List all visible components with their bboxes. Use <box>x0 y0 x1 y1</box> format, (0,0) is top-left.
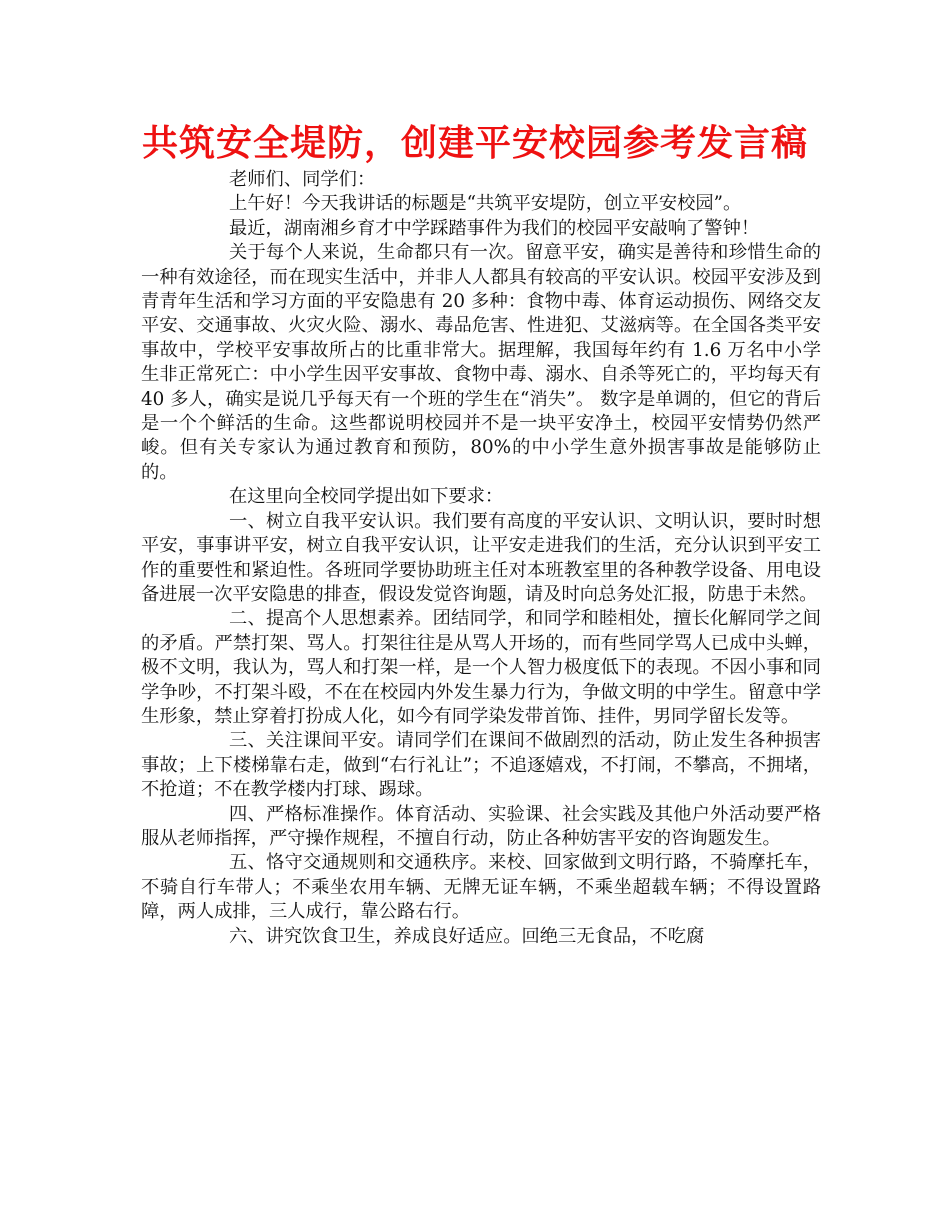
document-body <box>141 168 821 949</box>
paragraph-requirement-5: 五、恪守交通规则和交通秩序。来校、回家做到文明行路，不骑摩托车，不骑自行车带人；不乘坐农用车辆、无牌无证车辆，不乘坐超载车辆；不得设置路障，两人成排，三人成行，靠公路右行。 <box>141 852 821 923</box>
paragraph-requirement-6: 六、讲究饮食卫生，养成良好适应。回绝三无食品，不吃腐 <box>229 925 705 947</box>
paragraph-requirement-2: 二、提高个人思想素养。团结同学，和同学和睦相处，擅长化解同学之间的矛盾。严禁打架、骂人。打架往往是从骂人开场的，而有些同学骂人已成中头蝉，极不文明，我认为，骂人和打架一样，是一个人智力极度低下的表现。不因小事和同学争吵，不打架斗殴，不在在校园内外发生暴力行为，争做文明的中学生。留意中学生形象，禁止穿着打扮成人化，如今有同学染发带首饰、挂件，男同学留长发等。 <box>141 608 821 727</box>
paragraph-requirement-1: 一、树立自我平安认识。我们要有高度的平安认识、文明认识，要时时想平安，事事讲平安，树立自我平安认识，让平安走进我们的生活，充分认识到平安工作的重要性和紧迫性。各班同学要协助班主任对本班教室里的各种教学设备、用电设备进展一次平安隐患的排查，假设发觉咨询题，请及时向总务处汇报，防患于未然。 <box>141 510 821 605</box>
paragraph-greeting: 老师们、同学们： <box>229 169 376 190</box>
paragraph-requirement-3: 三、关注课间平安。请同学们在课间不做剧烈的活动，防止发生各种损害事故；上下楼梯靠右走，做到“右行礼让”；不追逐嬉戏，不打闹，不攀高，不拥堵，不抢道；不在教学楼内打球、踢球。 <box>141 730 821 801</box>
document-title: 共筑安全堤防，创建平安校园参考发言稿 <box>141 123 808 164</box>
paragraph-recent-event: 最近，湖南湘乡育才中学踩踏事件为我们的校园平安敲响了警钟！ <box>229 217 760 239</box>
paragraph-topic: 上午好！今天我讲话的标题是“共筑平安堤防，创立平安校园”。 <box>229 193 742 215</box>
paragraph-safety-awareness: 关于每个人来说，生命都只有一次。留意平安，确实是善待和珍惜生命的一种有效途径，而在现实生活中，并非人人都具有较高的平安认识。校园平安涉及到青青年生活和学习方面的平安隐患有 20 多种：食物中毒、体育运动损伤、网络交友平安、交通事故、火灾火险、溺水、毒品危害、性进犯、艾滋病等。在全国各类平安事故中，学校平安事故所占的比重非常大。据理解，我国每年约有 1.6 万名中小学生非正常死亡：中小学生因平安事故、食物中毒、溺水、自杀等死亡的，平均每天有 40 多人，确实是说几乎每天有一个班的学生在“消失”。 数字是单调的，但它的背后是一个个鲜活的生命。这些都说明校园并不是一块平安净土，校园平安情势仍然严峻。但有关专家认为通过教育和预防，80%的中小学生意外损害事故是能够防止的。 <box>141 242 821 483</box>
paragraph-requirements-intro: 在这里向全校同学提出如下要求： <box>229 486 504 508</box>
paragraph-requirement-4: 四、严格标准操作。体育活动、实验课、社会实践及其他户外活动要严格服从老师指挥，严守操作规程，不擅自行动，防止各种妨害平安的咨询题发生。 <box>141 803 821 849</box>
